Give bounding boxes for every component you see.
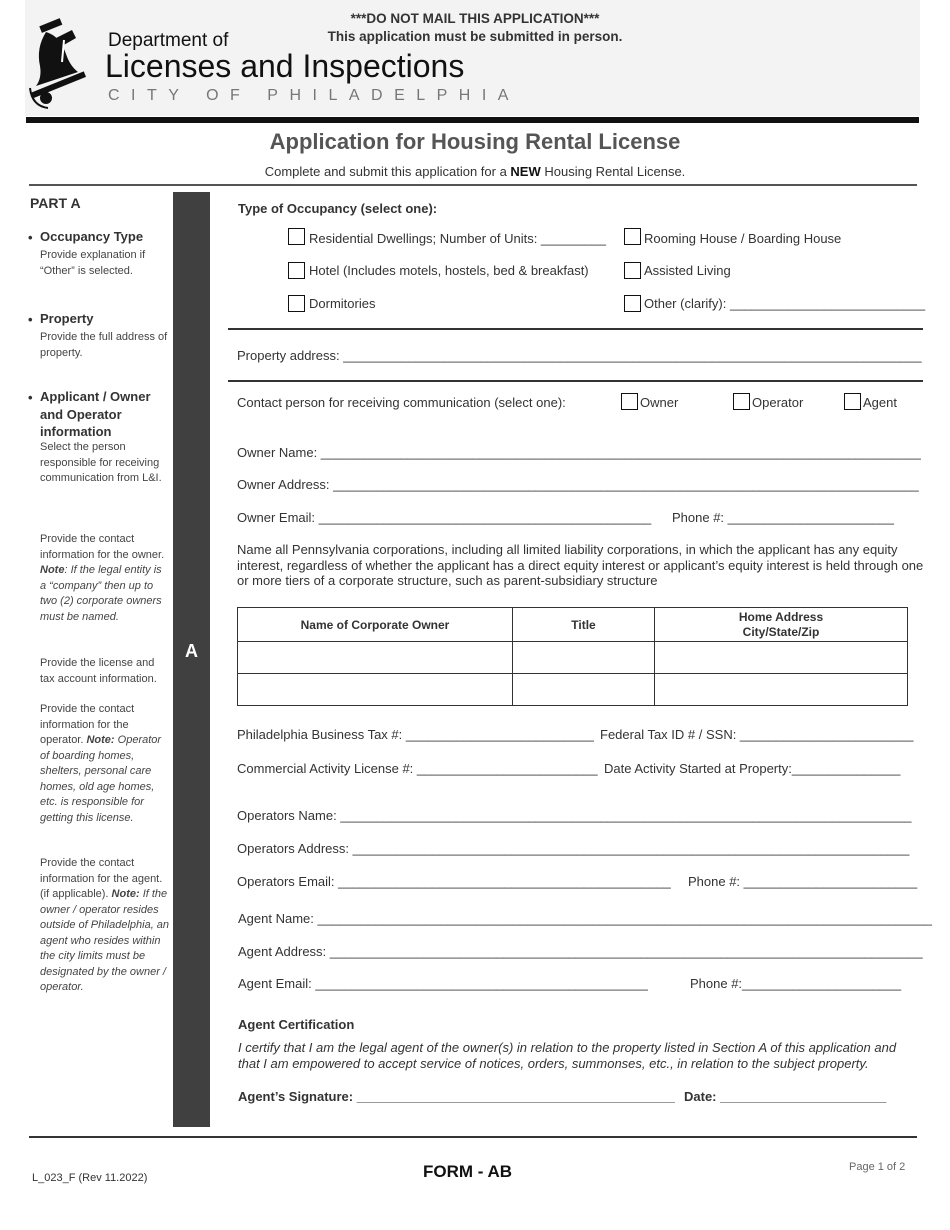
corp-header-address xyxy=(655,608,908,642)
operator-hint-text: Provide the contact information for the operator. xyxy=(40,703,135,746)
contact-owner-label: Owner xyxy=(640,395,679,410)
owner-hint-note: Note xyxy=(40,564,65,576)
title-rule xyxy=(29,184,917,186)
operator-name-field[interactable]: Operators Name: _______________________________________________________________________________ xyxy=(237,808,912,823)
contact-operator-label: Operator xyxy=(752,395,804,410)
corp-name-cell[interactable] xyxy=(238,642,513,674)
operator-address-field[interactable]: Operators Address: _____________________________________________________________________________ xyxy=(237,841,910,856)
assisted-living-checkbox[interactable] xyxy=(624,262,641,279)
agent-hint-note-text: If the owner / operator resides outside of Philadelphia, an agent who resides within the city limits must be designated by the owner / operator. xyxy=(40,888,170,993)
table-row xyxy=(238,674,908,706)
owner-email-field[interactable]: Owner Email: ______________________________________________ xyxy=(237,510,652,525)
form-code: L_023_F (Rev 11.2022) xyxy=(32,1172,148,1184)
owner-hint xyxy=(40,532,170,625)
operator-hint xyxy=(40,702,170,826)
agent-hint-text: Provide the contact information for the agent.(if applicable). xyxy=(40,857,163,900)
agent-phone-field[interactable]: Phone #:______________________ xyxy=(690,976,902,991)
contact-operator-checkbox[interactable] xyxy=(733,393,750,410)
corp-header-address-line1: Home Address xyxy=(738,609,824,624)
dormitories-checkbox[interactable] xyxy=(288,295,305,312)
corp-header-title: Title xyxy=(513,608,655,642)
corp-title-cell[interactable] xyxy=(513,642,655,674)
hotel-label: Hotel (Includes motels, hostels, bed & breakfast) xyxy=(309,263,589,278)
corp-address-cell[interactable] xyxy=(655,674,908,706)
owner-name-field[interactable]: Owner Name: ___________________________________________________________________________________ xyxy=(237,445,921,460)
operator-email-field[interactable]: Operators Email: ______________________________________________ xyxy=(237,874,671,889)
occupancy-hint: Provide explanation if “Other” is selected. xyxy=(40,249,146,277)
license-hint: Provide the license and tax account information. xyxy=(40,657,157,685)
federal-tax-field[interactable]: Federal Tax ID # / SSN: ________________________ xyxy=(600,727,914,742)
page-subtitle xyxy=(0,164,950,179)
certification-heading: Agent Certification xyxy=(238,1017,355,1032)
applicant-hint: Select the person responsible for receiving communication from L&I. xyxy=(40,441,162,484)
corp-title-cell[interactable] xyxy=(513,674,655,706)
part-label: PART A xyxy=(30,195,81,211)
bullet: • xyxy=(28,390,33,405)
dormitories-label: Dormitories xyxy=(309,296,376,311)
property-divider xyxy=(228,380,923,382)
residential-checkbox[interactable] xyxy=(288,228,305,245)
subtitle-suffix: Housing Rental License. xyxy=(540,164,686,179)
agent-name-field[interactable]: Agent Name: _____________________________________________________________________________________ xyxy=(238,911,933,926)
footer-rule xyxy=(29,1136,917,1138)
owner-phone-field[interactable]: Phone #: _______________________ xyxy=(672,510,894,525)
hotel-checkbox[interactable] xyxy=(288,262,305,279)
operator-hint-note-text: Operator of boarding homes, shelters, personal care homes, old age homes, etc. is responsible for getting this license. xyxy=(40,734,162,824)
dept-name: Licenses and Inspections xyxy=(105,48,465,84)
occupancy-title: Occupancy Type xyxy=(40,229,144,244)
notice-line-1: ***DO NOT MAIL THIS APPLICATION*** xyxy=(350,11,600,26)
city-name: CITY OF PHILADELPHIA xyxy=(108,87,520,104)
property-hint: Provide the full address of property. xyxy=(40,331,168,359)
corp-name-cell[interactable] xyxy=(238,674,513,706)
other-checkbox[interactable] xyxy=(624,295,641,312)
subtitle-bold: NEW xyxy=(510,164,541,179)
dept-of: Department of xyxy=(108,30,229,51)
occupancy-heading: Type of Occupancy (select one): xyxy=(238,201,438,216)
bullet: • xyxy=(28,230,33,245)
commercial-license-field[interactable]: Commercial Activity License #: _________________________ xyxy=(237,761,598,776)
corporate-owner-table xyxy=(237,607,908,706)
corp-header-name: Name of Corporate Owner xyxy=(238,608,513,642)
section-letter: A xyxy=(185,641,198,661)
agent-signature-field[interactable]: Agent’s Signature: ____________________________________________ xyxy=(238,1089,675,1104)
contact-agent-checkbox[interactable] xyxy=(844,393,861,410)
agent-hint xyxy=(40,856,170,996)
applicant-title: Applicant / Owner and Operator information xyxy=(40,389,151,439)
corp-address-cell[interactable] xyxy=(655,642,908,674)
notice-line-2: This application must be submitted in person. xyxy=(327,29,623,44)
owner-hint-text: Provide the contact information for the owner. xyxy=(40,533,165,561)
bullet: • xyxy=(28,312,33,327)
page-title: Application for Housing Rental License xyxy=(269,129,681,154)
operator-phone-field[interactable]: Phone #: ________________________ xyxy=(688,874,918,889)
property-address-field[interactable]: Property address: ________________________________________________________________________________ xyxy=(237,348,922,363)
assisted-living-label: Assisted Living xyxy=(644,263,731,278)
form-name: FORM - AB xyxy=(423,1162,513,1181)
header-rule xyxy=(26,117,919,123)
owner-address-field[interactable]: Owner Address: _________________________________________________________________________________ xyxy=(237,477,919,492)
agent-hint-note: Note: xyxy=(111,888,140,900)
residential-label: Residential Dwellings; Number of Units: _________ xyxy=(309,231,606,246)
rooming-house-checkbox[interactable] xyxy=(624,228,641,245)
operator-hint-note: Note: xyxy=(86,734,115,746)
business-tax-field[interactable]: Philadelphia Business Tax #: __________________________ xyxy=(237,727,594,742)
subtitle-prefix: Complete and submit this application for a xyxy=(264,164,511,179)
property-title: Property xyxy=(40,311,94,326)
occupancy-divider xyxy=(228,328,923,330)
corporations-text: Name all Pennsylvania corporations, including all limited liability corporations, in which the applicant has any equity interest, regardless of whether the applicant has a direct equity interest or applicant’s equity interest is held through one or more tiers of a corporate structure, such as parent-subsidiary structure xyxy=(237,542,924,588)
corp-header-address-line2: City/State/Zip xyxy=(742,624,820,639)
page-number: Page 1 of 2 xyxy=(849,1161,906,1173)
date-started-field[interactable]: Date Activity Started at Property:_______________ xyxy=(604,761,901,776)
contact-agent-label: Agent xyxy=(863,395,897,410)
agent-email-field[interactable]: Agent Email: ______________________________________________ xyxy=(238,976,648,991)
owner-hint-note-text: : If the legal entity is a “company” then up to two (2) corporate owners must be named. xyxy=(40,564,162,623)
certification-text: I certify that I am the legal agent of the owner(s) in relation to the property listed in Section A of this application and that I am empowered to accept service of notices, orders, summonses, etc., in relation to the subject property. xyxy=(238,1040,897,1071)
contact-owner-checkbox[interactable] xyxy=(621,393,638,410)
contact-label: Contact person for receiving communication (select one): xyxy=(237,395,566,410)
agent-date-field[interactable]: Date: _______________________ xyxy=(684,1089,887,1104)
other-label: Other (clarify): ___________________________ xyxy=(644,296,926,311)
table-row xyxy=(238,642,908,674)
agent-address-field[interactable]: Agent Address: __________________________________________________________________________________ xyxy=(238,944,923,959)
rooming-house-label: Rooming House / Boarding House xyxy=(644,231,842,246)
liberty-bell-icon xyxy=(26,18,104,110)
